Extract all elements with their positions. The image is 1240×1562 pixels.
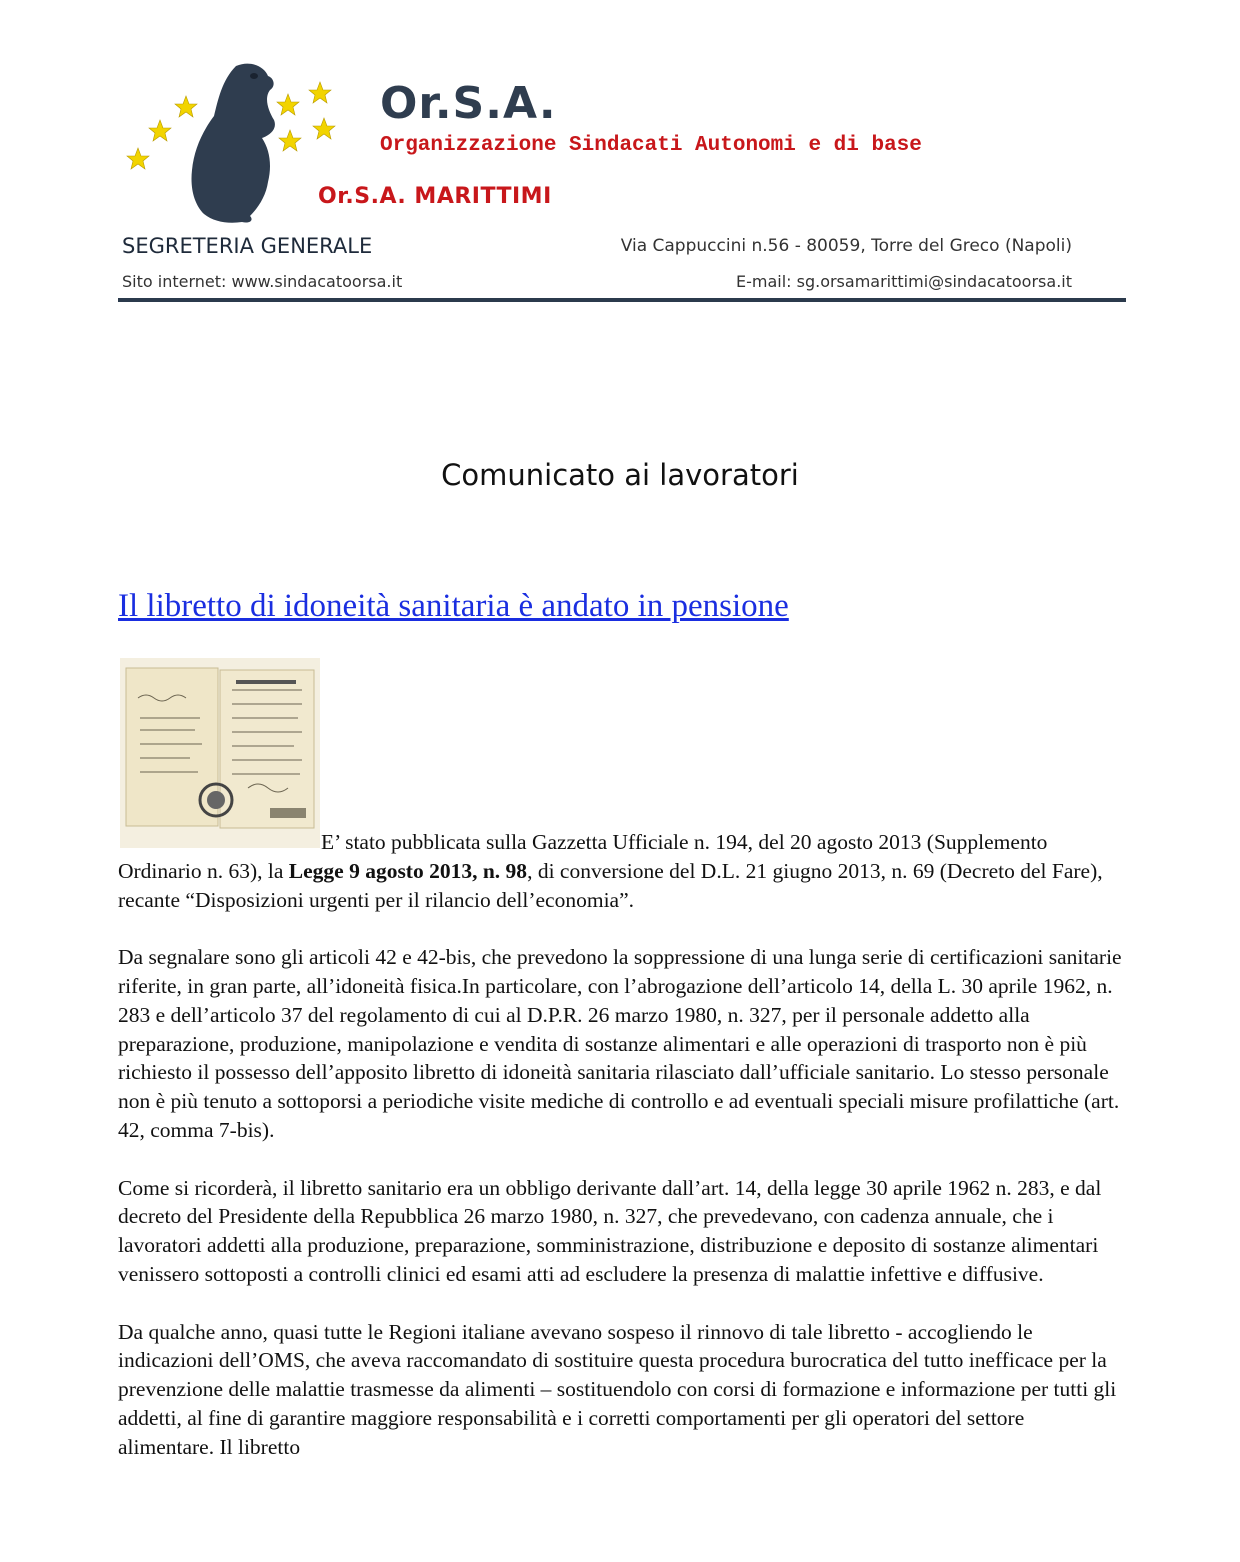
- headline-link[interactable]: Il libretto di idoneità sanitaria è andato in pensione: [118, 588, 789, 624]
- division-name: Or.S.A. MARITTIMI: [318, 184, 552, 209]
- paragraph-2: Da segnalare sono gli articoli 42 e 42-bis, che prevedono la soppressione di una lunga serie di certificazioni sanitarie riferite, in gran parte, all’idoneità fisica.In particolare, con l’abrogazione dell’articolo 14, della L. 30 aprile 1962, n. 283 e dell’articolo 37 del regolamento di cui al D.P.R. 26 marzo 1980, n. 327, per il personale addetto alla preparazione, produzione, manipolazione e vendita di sostanze alimentari e alle operazioni di trasporto non è più richiesto il possesso dell’apposito libretto di idoneità sanitaria rilasciato dall’ufficiale sanitario. Lo stesso personale non è più tenuto a sottoporsi a periodiche visite mediche di controllo e ad eventuali speciali misure profilattiche (art. 42, comma 7-bis).: [118, 945, 1122, 1142]
- document-title: Comunicato ai lavoratori: [441, 458, 799, 492]
- letterhead: [118, 58, 1126, 304]
- paragraph-4: Da qualche anno, quasi tutte le Regioni italiane avevano sospeso il rinnovo di tale libretto - accogliendo le indicazioni dell’OMS, che aveva raccomandato di sostituire questa procedura burocratica del tutto inefficace per la prevenzione delle malattie trasmesse da alimenti – sostituendolo con corsi di formazione e informazione per tutti gli addetti, al fine di garantire maggiore responsabilità e i corretti comportamenti per gli operatori del settore alimentare. Il libretto: [118, 1319, 1117, 1459]
- org-full-name: Organizzazione Sindacati Autonomi e di base: [380, 134, 922, 157]
- office-name: SEGRETERIA GENERALE: [122, 234, 373, 258]
- letterhead-divider: [118, 298, 1126, 302]
- office-address: Via Cappuccini n.56 - 80059, Torre del Greco (Napoli): [620, 236, 1072, 256]
- health-booklet-photo: [120, 658, 320, 848]
- website-text: Sito internet: www.sindacatoorsa.it: [122, 272, 403, 291]
- paragraph-1: E’ stato pubblicata sulla Gazzetta Ufficiale n. 194, del 20 agosto 2013 (Supplemento Ordinario n. 63), la Legge 9 agosto 2013, n. 98, di conversione del D.L. 21 giugno 2013, n. 69 (Decreto del Fare), recante “Disposizioni urgenti per il rilancio dell’economia”.: [118, 830, 1103, 912]
- paragraph-3: Come si ricorderà, il libretto sanitario era un obbligo derivante dall’art. 14, della legge 30 aprile 1962 n. 283, e dal decreto del Presidente della Repubblica 26 marzo 1980, n. 327, che prevedevano, con cadenza annuale, che i lavoratori addetti alla produzione, preparazione, somministrazione, distribuzione e deposito di sostanze alimentari venissero sottoposti a controlli clinici ed esami atti ad escludere la presenza di malattie infettive e diffusive.: [118, 1175, 1102, 1286]
- article-body: [118, 828, 1122, 1490]
- email-text: E-mail: sg.orsamarittimi@sindacatoorsa.it: [735, 272, 1072, 291]
- org-name: Or.S.A.: [380, 78, 557, 129]
- law-reference: Legge 9 agosto 2013, n. 98: [288, 858, 528, 883]
